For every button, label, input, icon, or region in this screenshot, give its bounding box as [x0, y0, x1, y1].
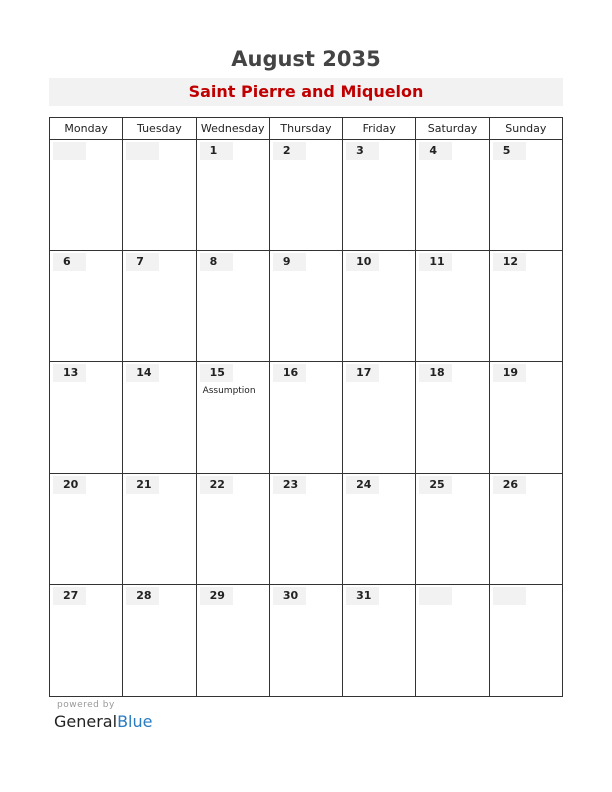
weekday-header: Tuesday [123, 118, 196, 139]
day-cell [270, 251, 343, 361]
day-cell [270, 585, 343, 696]
weekday-header: Thursday [270, 118, 343, 139]
day-number: 4 [419, 142, 452, 160]
day-number: 19 [493, 364, 526, 382]
weekday-header-row [50, 118, 562, 140]
day-number: 3 [346, 142, 379, 160]
brand-logo [54, 712, 152, 731]
day-number [419, 587, 452, 605]
day-cell [197, 140, 270, 250]
week-row [50, 140, 562, 251]
weekday-header: Monday [50, 118, 123, 139]
day-cell [343, 585, 416, 696]
day-number: 14 [126, 364, 159, 382]
day-number: 5 [493, 142, 526, 160]
day-number: 25 [419, 476, 452, 494]
day-number: 28 [126, 587, 159, 605]
day-cell [416, 585, 489, 696]
day-cell [197, 474, 270, 584]
day-cell [416, 251, 489, 361]
day-number: 18 [419, 364, 452, 382]
day-cell [197, 362, 270, 472]
holiday-label: Assumption [202, 386, 256, 397]
day-cell [270, 474, 343, 584]
day-cell [490, 585, 562, 696]
day-cell [50, 585, 123, 696]
week-row [50, 362, 562, 473]
calendar-grid [49, 117, 563, 697]
day-cell [490, 251, 562, 361]
day-cell [343, 362, 416, 472]
day-number [53, 142, 86, 160]
day-number: 30 [273, 587, 306, 605]
day-number: 29 [200, 587, 233, 605]
week-row [50, 474, 562, 585]
day-cell [490, 474, 562, 584]
day-cell [416, 140, 489, 250]
day-cell [50, 474, 123, 584]
day-number: 17 [346, 364, 379, 382]
day-cell [123, 585, 196, 696]
day-number: 15 [200, 364, 233, 382]
day-number: 12 [493, 253, 526, 271]
day-number: 23 [273, 476, 306, 494]
day-number: 13 [53, 364, 86, 382]
day-number: 10 [346, 253, 379, 271]
day-cell [123, 474, 196, 584]
day-cell [123, 362, 196, 472]
day-number [126, 142, 159, 160]
day-number: 27 [53, 587, 86, 605]
day-cell [270, 362, 343, 472]
day-number: 24 [346, 476, 379, 494]
day-cell [270, 140, 343, 250]
week-row [50, 585, 562, 696]
weekday-header: Sunday [505, 122, 547, 135]
weeks-container [50, 140, 562, 696]
day-cell [123, 251, 196, 361]
day-number: 2 [273, 142, 306, 160]
week-row [50, 251, 562, 362]
brand-general: General [54, 712, 118, 731]
day-cell [123, 140, 196, 250]
day-number: 8 [200, 253, 233, 271]
day-cell [343, 140, 416, 250]
day-cell [50, 140, 123, 250]
day-number: 1 [200, 142, 233, 160]
day-cell [197, 251, 270, 361]
day-number: 16 [273, 364, 306, 382]
day-number: 26 [493, 476, 526, 494]
day-number: 11 [419, 253, 452, 271]
brand-blue: Blue [117, 712, 153, 731]
powered-by-text: powered by [57, 700, 115, 710]
day-cell [416, 362, 489, 472]
page-title: August 2035 [231, 47, 381, 71]
day-cell [50, 251, 123, 361]
weekday-header: Wednesday [197, 118, 270, 139]
weekday-header: Saturday [416, 118, 489, 139]
weekday-header: Friday [343, 118, 416, 139]
day-number: 22 [200, 476, 233, 494]
day-number: 6 [53, 253, 86, 271]
day-number: 31 [346, 587, 379, 605]
day-number: 7 [126, 253, 159, 271]
day-cell [197, 585, 270, 696]
day-cell [490, 140, 562, 250]
day-cell [50, 362, 123, 472]
day-number: 21 [126, 476, 159, 494]
country-subtitle: Saint Pierre and Miquelon [49, 78, 563, 106]
day-number: 20 [53, 476, 86, 494]
day-cell [490, 362, 562, 472]
day-cell [343, 251, 416, 361]
day-number: 9 [273, 253, 306, 271]
day-number [493, 587, 526, 605]
day-cell [343, 474, 416, 584]
day-cell [416, 474, 489, 584]
